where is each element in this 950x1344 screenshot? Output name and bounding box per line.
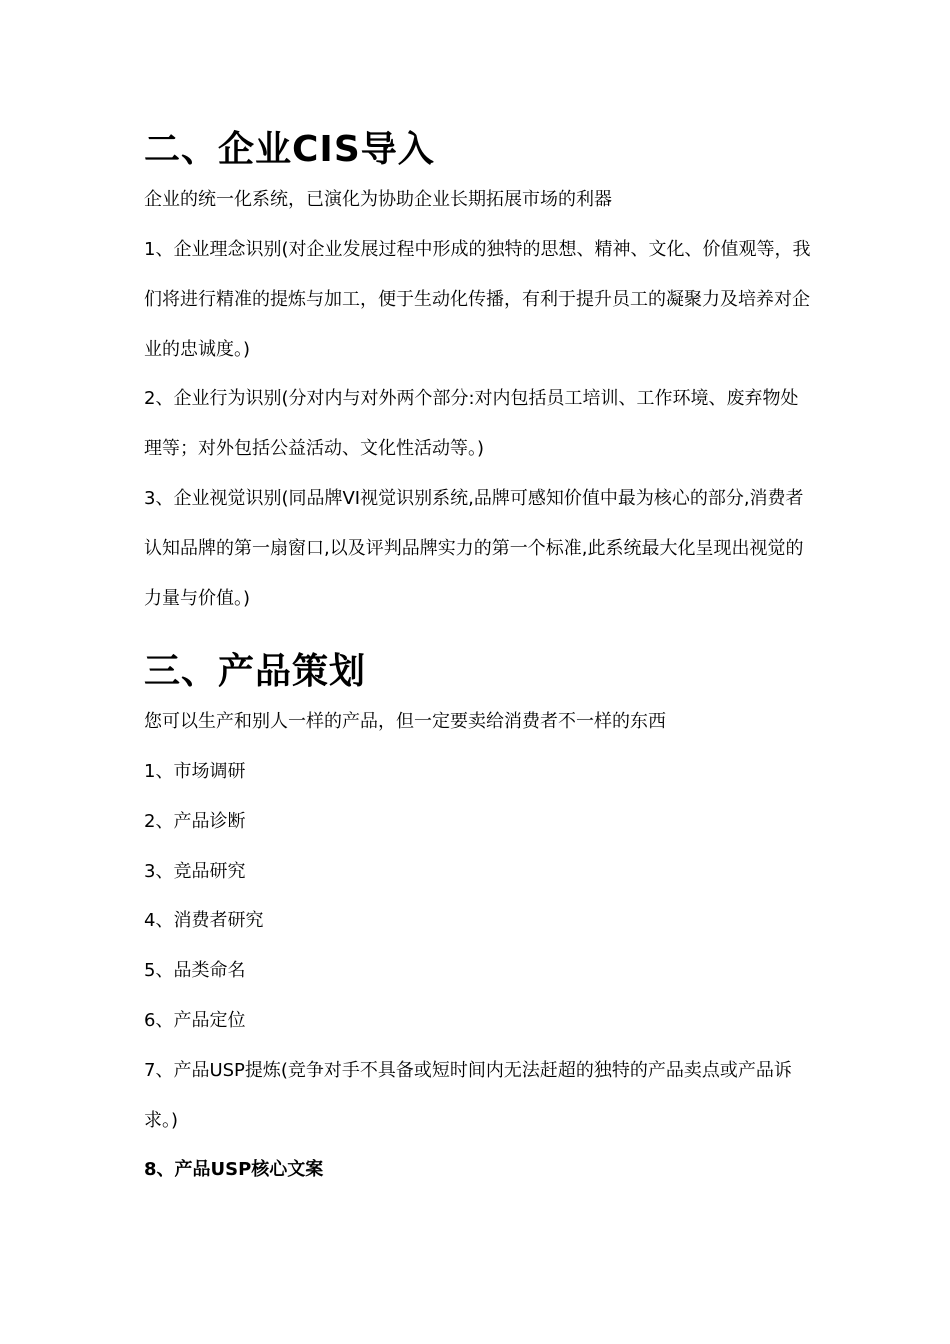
section-3-title: 三、产品策划 xyxy=(144,651,367,692)
section-3-item-1: 1、市场调研 xyxy=(144,761,246,782)
section-2-title: 二、企业CIS导入 xyxy=(144,129,435,170)
section-2-item-3: 3、企业视觉识别(同品牌VI视觉识别系统,品牌可感知价值中最为核心的部分,消费者认知品牌的第一扇窗口,以及评判品牌实力的第一个标准,此系统最大化呈现出视觉的力量与价值。) xyxy=(144,488,804,609)
section-2-intro: 企业的统一化系统，已演化为协助企业长期拓展市场的利器 xyxy=(144,189,612,210)
section-2-item-2: 2、企业行为识别(分对内与对外两个部分:对内包括员工培训、工作环境、废弃物处理等；对外包括公益活动、文化性活动等。) xyxy=(144,388,799,459)
section-3-item-6: 6、产品定位 xyxy=(144,1010,246,1031)
section-3-item-4: 4、消费者研究 xyxy=(144,910,264,931)
section-3-item-5: 5、品类命名 xyxy=(144,960,246,981)
section-3-item-2: 2、产品诊断 xyxy=(144,811,246,832)
section-3-item-8: 8、产品USP核心文案 xyxy=(144,1159,324,1180)
section-3-item-7: 7、产品USP提炼(竞争对手不具备或短时间内无法赶超的独特的产品卖点或产品诉求。) xyxy=(144,1060,792,1131)
section-3-intro: 您可以生产和别人一样的产品，但一定要卖给消费者不一样的东西 xyxy=(144,711,666,732)
section-3-item-3: 3、竞品研究 xyxy=(144,861,246,882)
section-2-item-1: 1、企业理念识别(对企业发展过程中形成的独特的思想、精神、文化、价值观等，我们将进行精准的提炼与加工，便于生动化传播，有利于提升员工的凝聚力及培养对企业的忠诚度。) xyxy=(144,239,811,360)
